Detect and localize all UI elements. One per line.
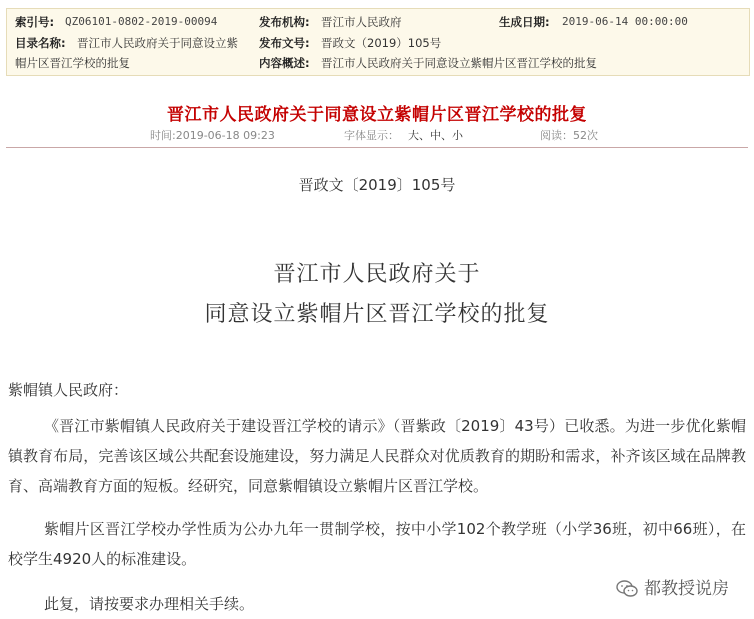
watermark-text: 都教授说房 [644, 579, 729, 599]
catalog-value-line1: 晋江市人民政府关于同意设立紫 [77, 36, 238, 50]
watermark [616, 574, 729, 598]
docno-label: 发布文号: [259, 36, 310, 50]
summary-value: 晋江市人民政府关于同意设立紫帽片区晋江学校的批复 [321, 56, 597, 70]
index-value: QZ06101-0802-2019-00094 [65, 15, 218, 28]
date-label: 生成日期: [499, 15, 550, 29]
document-title-line2: 同意设立紫帽片区晋江学校的批复 [204, 302, 550, 327]
metadata-panel [6, 8, 750, 76]
docno-value: 晋政文（2019）105号 [321, 36, 442, 50]
summary-label: 内容概述: [259, 56, 310, 70]
publisher-label: 发布机构: [259, 15, 310, 29]
page-title: 晋江市人民政府关于同意设立紫帽片区晋江学校的批复 [167, 105, 587, 125]
index-label: 索引号: [15, 15, 55, 29]
paragraph-1: 《晋江市紫帽镇人民政府关于建设晋江学校的请示》（晋紫政〔2019〕43号）已收悉。为进一步优化紫帽镇教育布局，完善该区域公共配套设施建设，努力满足人民群众对优质教育的期盼和需求，补齐该区域在品牌教育、高端教育方面的短板。经研究，同意紫帽镇设立紫帽片区晋江学校。 [8, 417, 746, 495]
catalog-value-line2: 帽片区晋江学校的批复 [15, 56, 130, 70]
catalog-label: 目录名称: [15, 36, 66, 50]
date-value: 2019-06-14 00:00:00 [562, 15, 688, 28]
addressee: 紫帽镇人民政府： [8, 381, 129, 399]
wechat-icon [616, 580, 638, 598]
paragraph-2: 紫帽片区晋江学校办学性质为公办九年一贯制学校，按中小学102个教学班（小学36班，初中66班），在校学生4920人的标准建设。 [8, 520, 746, 568]
divider [6, 147, 748, 148]
font-size-label: 字体显示： [344, 129, 399, 142]
read-count: 阅读：52次 [540, 129, 598, 142]
document-title-line1: 晋江市人民政府关于 [273, 262, 481, 287]
publish-time: 时间:2019-06-18 09:23 [150, 129, 275, 142]
font-size-options[interactable]: 大、中、小 [408, 129, 463, 142]
publisher-value: 晋江市人民政府 [321, 15, 402, 29]
document-number: 晋政文〔2019〕105号 [298, 176, 456, 194]
paragraph-3: 此复，请按要求办理相关手续。 [44, 595, 255, 613]
article-info-bar [0, 127, 754, 143]
